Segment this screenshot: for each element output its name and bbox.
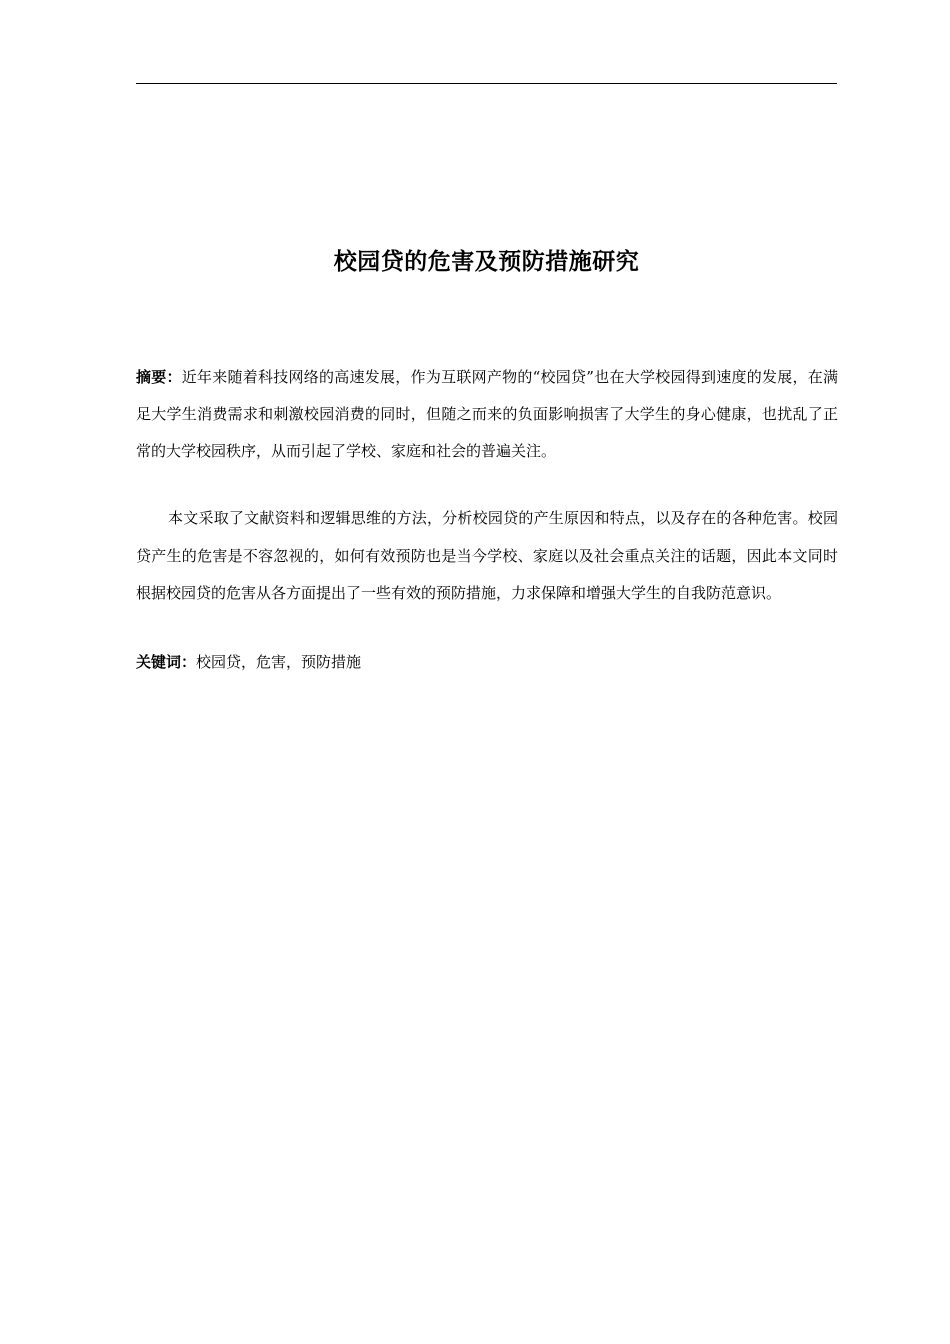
- abstract-section: [136, 359, 838, 470]
- abstract-paragraph: [136, 359, 838, 470]
- abstract-label: 摘要：: [136, 368, 182, 386]
- page-title: 校园贷的危害及预防措施研究: [333, 249, 640, 275]
- body-paragraph: [136, 500, 838, 613]
- header-rule: [136, 83, 837, 84]
- keywords-label: 关键词：: [136, 653, 197, 671]
- body-paragraph-text: 本文采取了文献资料和逻辑思维的方法，分析校园贷的产生原因和特点，以及存在的各种危害。校园贷产生的危害是不容忽视的，如何有效预防也是当今学校、家庭以及社会重点关注的话题，因此本文同时根据校园贷的危害从各方面提出了一些有效的预防措施，力求保障和增强大学生的自我防范意识。: [136, 509, 838, 602]
- abstract-text: 近年来随着科技网络的高速发展，作为互联网产物的“校园贷”也在大学校园得到速度的发展，在满足大学生消费需求和刺激校园消费的同时，但随之而来的负面影响损害了大学生的身心健康，也扰乱了正常的大学校园秩序，从而引起了学校、家庭和社会的普遍关注。: [136, 368, 838, 460]
- keywords-text: 校园贷，危害，预防措施: [196, 653, 362, 671]
- keywords-section: [136, 648, 838, 676]
